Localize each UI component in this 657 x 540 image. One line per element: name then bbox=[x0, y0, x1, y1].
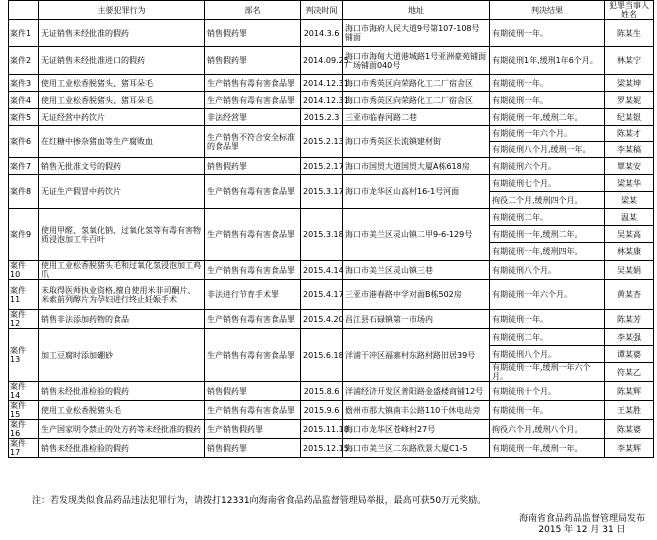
case-person: 梁某坤 bbox=[605, 75, 654, 92]
header-row bbox=[9, 1, 654, 20]
case-id: 案件7 bbox=[9, 158, 39, 175]
case-result: 有期徒刑一年。 bbox=[490, 310, 605, 329]
case-result: 有期徒刑二年。 bbox=[490, 329, 605, 346]
case-id: 案件4 bbox=[9, 92, 39, 109]
case-id: 案件12 bbox=[9, 310, 39, 329]
table-row bbox=[9, 126, 654, 142]
case-person: 黄某杏 bbox=[605, 280, 654, 310]
header-result: 判决结果 bbox=[490, 1, 605, 20]
case-id: 案件5 bbox=[9, 109, 39, 126]
case-date: 2015.2.3 bbox=[301, 109, 343, 126]
case-dept: 非法经营罪 bbox=[205, 109, 301, 126]
case-date: 2014.3.6 bbox=[301, 20, 343, 47]
case-result: 有期徒刑一年,缓刑一年六个月。 bbox=[490, 363, 605, 382]
case-person: 陈某辉 bbox=[605, 382, 654, 401]
case-result: 有期徒刑一年六个月。 bbox=[490, 280, 605, 310]
case-id: 案件8 bbox=[9, 175, 39, 209]
case-dept: 生产销售有毒有害食品罪 bbox=[205, 310, 301, 329]
case-id: 案件11 bbox=[9, 280, 39, 310]
header-dept: 部名 bbox=[205, 1, 301, 20]
case-date: 2015.3.18 bbox=[301, 209, 343, 261]
case-result: 拘役六个月,缓刑八个月。 bbox=[490, 420, 605, 439]
case-date: 2015.2.17 bbox=[301, 158, 343, 175]
case-id: 案件9 bbox=[9, 209, 39, 261]
case-date: 2015.8.6 bbox=[301, 382, 343, 401]
case-person: 王某胜 bbox=[605, 401, 654, 420]
case-result: 有期徒刑二年。 bbox=[490, 209, 605, 226]
case-address: 海口市美兰区二东路欣景大厦C1-5 bbox=[343, 439, 490, 458]
table-row bbox=[9, 175, 654, 192]
case-result: 有期徒刑一年,缓刑二年。 bbox=[490, 226, 605, 243]
case-result: 有期徒刑八个月,缓刑一年。 bbox=[490, 142, 605, 158]
case-address: 洋浦干冲区福寨村东路村路旧居39号 bbox=[343, 329, 490, 382]
case-id: 案件15 bbox=[9, 401, 39, 420]
case-result: 有期徒刑六个月。 bbox=[490, 158, 605, 175]
case-date: 2015.4.17 bbox=[301, 280, 343, 310]
case-person: 李某稿 bbox=[605, 142, 654, 158]
case-date: 2014.12.31 bbox=[301, 92, 343, 109]
case-date: 2015.2.13 bbox=[301, 126, 343, 158]
table-row bbox=[9, 280, 654, 310]
case-behavior: 使用工业松香脱猪头、猪耳朵毛 bbox=[39, 92, 205, 109]
case-person: 纪某银 bbox=[605, 109, 654, 126]
table-body bbox=[9, 20, 654, 458]
case-behavior: 销售未经批准检验的假药 bbox=[39, 439, 205, 458]
case-result: 有期徒刑一年。 bbox=[490, 92, 605, 109]
case-behavior: 加工豆腐时添加硼砂 bbox=[39, 329, 205, 382]
case-person: 陈某生 bbox=[605, 20, 654, 47]
case-result: 有期徒刑一年。 bbox=[490, 75, 605, 92]
case-result: 有期徒刑一年,缓刑四年。 bbox=[490, 243, 605, 261]
case-date: 2015.6.18 bbox=[301, 329, 343, 382]
table-row bbox=[9, 20, 654, 47]
case-id: 案件13 bbox=[9, 329, 39, 382]
case-dept: 生产销售有毒有害食品罪 bbox=[205, 401, 301, 420]
case-date: 2014.09.25 bbox=[301, 47, 343, 75]
table-row bbox=[9, 75, 654, 92]
case-person: 陈某芳 bbox=[605, 310, 654, 329]
report-note: 注：若发现类似食品药品违法犯罪行为，请拨打12331向海南省食品药品监督管理局举报，最高可获50万元奖励。 bbox=[32, 496, 487, 506]
case-dept: 非法进行节育手术罪 bbox=[205, 280, 301, 310]
case-person: 李某辉 bbox=[605, 439, 654, 458]
table-row bbox=[9, 261, 654, 280]
case-table bbox=[8, 0, 654, 458]
case-address: 昌江县石碌镇第一市场内 bbox=[343, 310, 490, 329]
case-id: 案件2 bbox=[9, 47, 39, 75]
table-row bbox=[9, 401, 654, 420]
case-behavior: 生产国家明令禁止的处方药等未经批准的假药 bbox=[39, 420, 205, 439]
case-date: 2015.4.20 bbox=[301, 310, 343, 329]
case-date: 2015.11.18 bbox=[301, 420, 343, 439]
case-person: 林某康 bbox=[605, 243, 654, 261]
case-dept: 生产销售有毒有害食品罪 bbox=[205, 92, 301, 109]
header-address: 地址 bbox=[343, 1, 490, 20]
case-address: 海口市美兰区灵山镇二甲9-6-129号 bbox=[343, 209, 490, 261]
header-behavior: 主要犯罪行为 bbox=[39, 1, 205, 20]
header-case bbox=[9, 1, 39, 20]
case-behavior: 销售未经批准检验的假药 bbox=[39, 382, 205, 401]
case-person: 梁某 bbox=[605, 192, 654, 209]
case-dept: 生产销售有毒有害食品罪 bbox=[205, 209, 301, 261]
header-date: 判决时间 bbox=[301, 1, 343, 20]
case-result: 有期徒刑一年六个月。 bbox=[490, 126, 605, 142]
case-behavior: 销售非法添加药物的食品 bbox=[39, 310, 205, 329]
case-result: 有期徒刑七个月。 bbox=[490, 175, 605, 192]
case-id: 案件17 bbox=[9, 439, 39, 458]
case-dept: 生产销售不符合安全标准的食品罪 bbox=[205, 126, 301, 158]
case-result: 有期徒刑一年。 bbox=[490, 20, 605, 47]
case-id: 案件14 bbox=[9, 382, 39, 401]
case-person: 吴某娟 bbox=[605, 261, 654, 280]
case-dept: 生产销售有毒有害食品罪 bbox=[205, 261, 301, 280]
table-row bbox=[9, 420, 654, 439]
case-date: 2014.12.31 bbox=[301, 75, 343, 92]
case-behavior: 使用工业松香脱猪头毛 bbox=[39, 401, 205, 420]
case-address: 海口市海甸大道港城路1号亚洲豪苑铺面广场铺面040号 bbox=[343, 47, 490, 75]
case-dept: 销售假药罪 bbox=[205, 382, 301, 401]
case-dept: 生产销售假药罪 bbox=[205, 420, 301, 439]
case-address: 洋浦经济开发区普阳路金盛楼商铺12号 bbox=[343, 382, 490, 401]
case-behavior: 无证销售未经批准进口的假药 bbox=[39, 47, 205, 75]
case-person: 李某强 bbox=[605, 329, 654, 346]
table-row bbox=[9, 92, 654, 109]
case-address: 海口市龙华区苍峰村27号 bbox=[343, 420, 490, 439]
case-date: 2015.4.14 bbox=[301, 261, 343, 280]
table-row bbox=[9, 47, 654, 75]
case-address: 三亚市临春河路二巷 bbox=[343, 109, 490, 126]
case-result: 拘役二个月,缓刑四个月。 bbox=[490, 192, 605, 209]
table-header bbox=[9, 1, 654, 20]
case-dept: 销售假药罪 bbox=[205, 439, 301, 458]
case-result: 有期徒刑八个月。 bbox=[490, 261, 605, 280]
table-row bbox=[9, 439, 654, 458]
case-id: 案件3 bbox=[9, 75, 39, 92]
table-row bbox=[9, 209, 654, 226]
case-address: 海口市国贸大道国贸大厦A栋618房 bbox=[343, 158, 490, 175]
case-address: 海口市海府人民大道9号第107-108号铺面 bbox=[343, 20, 490, 47]
case-behavior: 使用工业松香脱猪头、猪耳朵毛 bbox=[39, 75, 205, 92]
case-person: 吴某高 bbox=[605, 226, 654, 243]
case-behavior: 使用工业松香脱猪头毛和过氧化氢浸泡加工鸡爪 bbox=[39, 261, 205, 280]
case-person: 符某乙 bbox=[605, 363, 654, 382]
case-address: 儋州市那大镇南丰公路110干休电站旁 bbox=[343, 401, 490, 420]
case-id: 案件1 bbox=[9, 20, 39, 47]
issue-date: 2015 年 12 月 31 日 bbox=[538, 525, 626, 535]
case-id: 案件6 bbox=[9, 126, 39, 158]
case-behavior: 无证销售未经批准的假药 bbox=[39, 20, 205, 47]
case-date: 2015.12.15 bbox=[301, 439, 343, 458]
case-person: 林某宁 bbox=[605, 47, 654, 75]
case-dept: 生产销售有毒有害食品罪 bbox=[205, 329, 301, 382]
case-address: 海口市秀英区向荣路化工二厂宿舍区 bbox=[343, 75, 490, 92]
case-dept: 生产销售有毒有害食品罪 bbox=[205, 175, 301, 209]
case-dept: 销售假药罪 bbox=[205, 20, 301, 47]
issuer-name: 海南省食品药品监督管理局发布 bbox=[518, 514, 645, 524]
case-person: 陈某才 bbox=[605, 126, 654, 142]
case-address: 海口市秀英区长流镇建材街 bbox=[343, 126, 490, 158]
table-row bbox=[9, 382, 654, 401]
case-dept: 销售假药罪 bbox=[205, 158, 301, 175]
case-person: 梁某华 bbox=[605, 175, 654, 192]
case-behavior: 使用甲醛、氢氧化钠、过氧化氢等有毒有害物质浸泡加工牛百叶 bbox=[39, 209, 205, 261]
case-id: 案件16 bbox=[9, 420, 39, 439]
table-row bbox=[9, 158, 654, 175]
case-id: 案件10 bbox=[9, 261, 39, 280]
case-behavior: 未取得医师执业资格,擅自使用米非司酮片、米索前列醇片为孕妇进行终止妊娠手术 bbox=[39, 280, 205, 310]
header-person: 犯罪当事人姓名 bbox=[605, 1, 654, 20]
case-address: 海口市美兰区灵山镇三巷 bbox=[343, 261, 490, 280]
case-behavior: 无证生产假冒中药饮片 bbox=[39, 175, 205, 209]
case-result: 有期徒刑一年,缓刑一年。 bbox=[490, 439, 605, 458]
case-result: 有期徒刑十个月。 bbox=[490, 382, 605, 401]
case-person: 温某 bbox=[605, 209, 654, 226]
case-address: 海口市秀英区向荣路化工二厂宿舍区 bbox=[343, 92, 490, 109]
case-address: 三亚市港春路中学对面B栋502房 bbox=[343, 280, 490, 310]
case-person: 陈某婆 bbox=[605, 420, 654, 439]
case-person: 罗某妮 bbox=[605, 92, 654, 109]
case-date: 2015.3.17 bbox=[301, 175, 343, 209]
table-row bbox=[9, 329, 654, 346]
table-row bbox=[9, 109, 654, 126]
case-result: 有期徒刑八个月。 bbox=[490, 346, 605, 363]
case-person: 谭某婆 bbox=[605, 346, 654, 363]
case-result: 有期徒刑1年,缓刑1年6个月。 bbox=[490, 47, 605, 75]
case-date: 2015.9.6 bbox=[301, 401, 343, 420]
case-person: 覃某安 bbox=[605, 158, 654, 175]
issuer-block bbox=[519, 514, 645, 536]
table-row bbox=[9, 310, 654, 329]
case-dept: 生产销售有毒有害食品罪 bbox=[205, 75, 301, 92]
case-dept: 销售假药罪 bbox=[205, 47, 301, 75]
case-behavior: 销售无批准文号的假药 bbox=[39, 158, 205, 175]
case-behavior: 无证经营中药饮片 bbox=[39, 109, 205, 126]
case-result: 有期徒刑一年。 bbox=[490, 401, 605, 420]
case-result: 有期徒刑一年,缓刑二年。 bbox=[490, 109, 605, 126]
case-behavior: 在红糖中掺杂猪血等生产腐败血 bbox=[39, 126, 205, 158]
case-address: 海口市龙华区山高村16-1号河面 bbox=[343, 175, 490, 209]
